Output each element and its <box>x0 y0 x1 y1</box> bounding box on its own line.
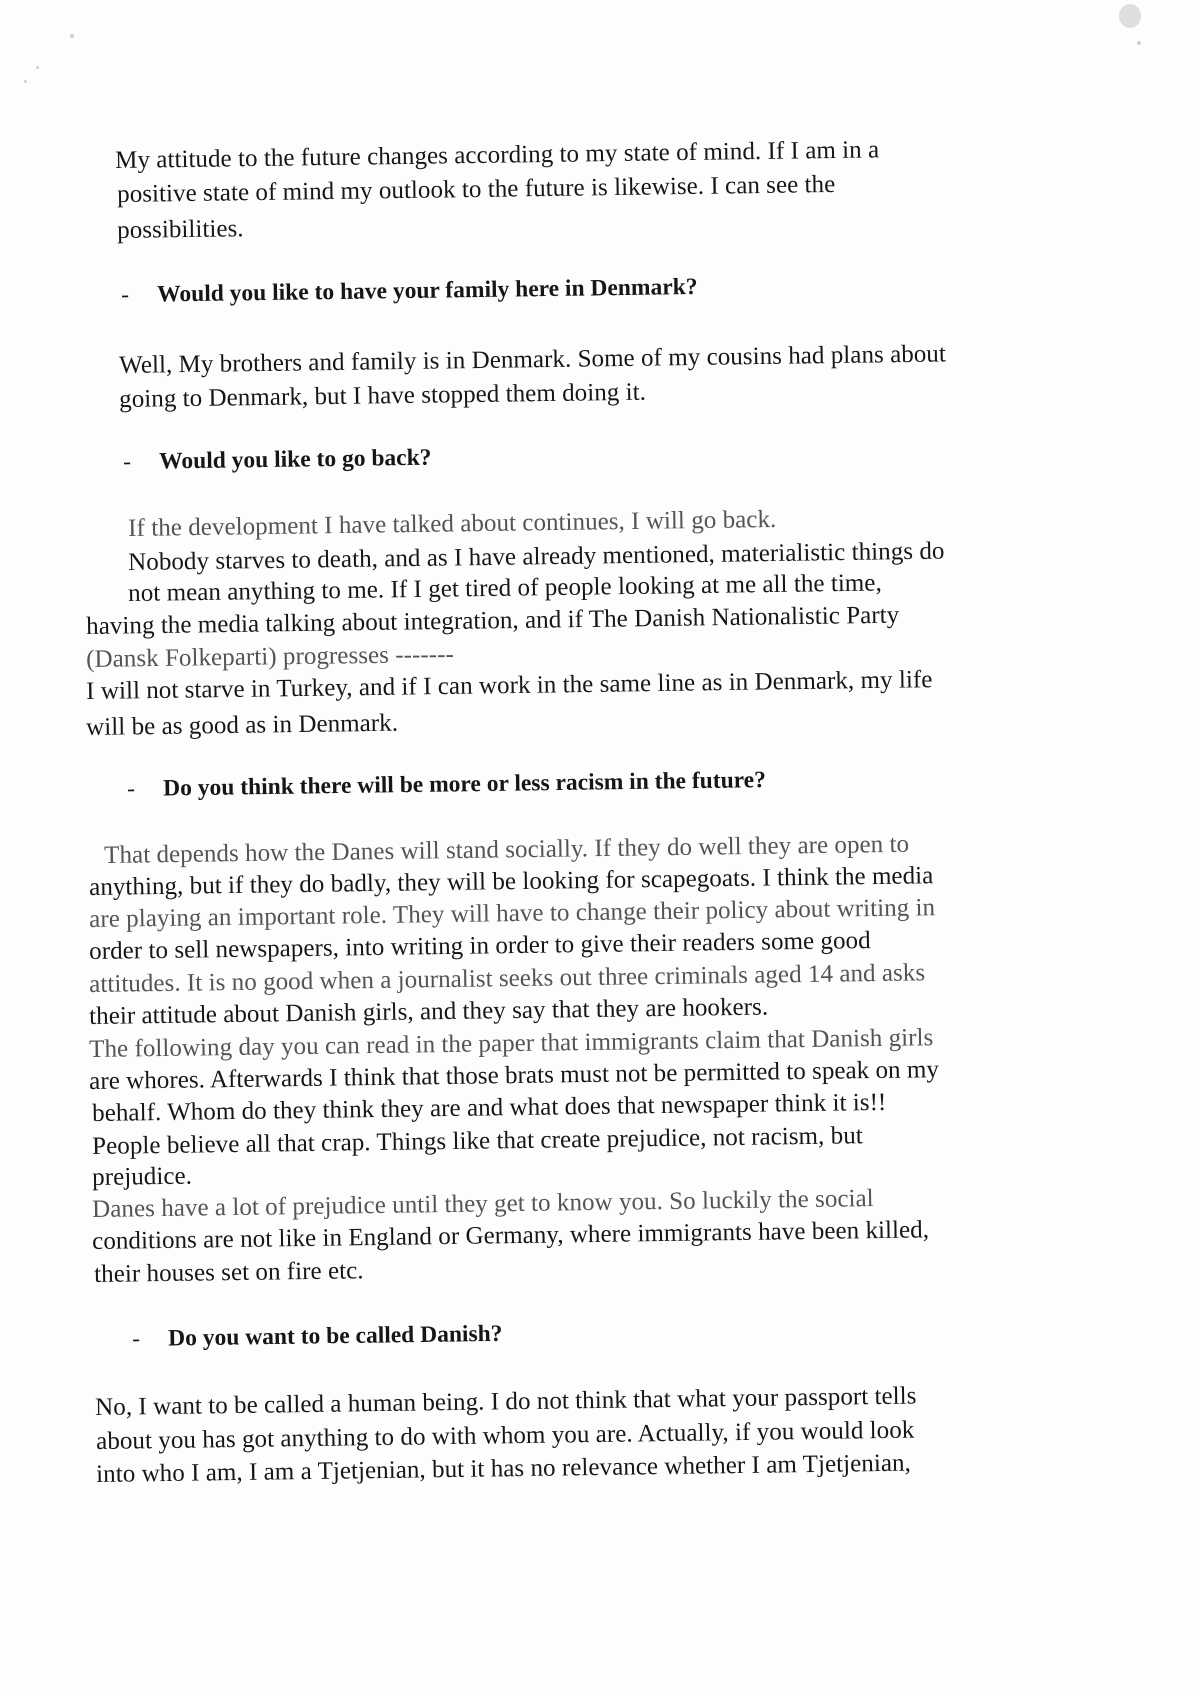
paragraph-racism-line-5: attitudes. It is no good when a journalist seeks out three criminals aged 14 and asks <box>89 959 926 998</box>
paragraph-go-back-line-4: having the media talking about integration, and if The Danish Nationalistic Party <box>86 601 900 640</box>
question-called-danish <box>132 1319 503 1354</box>
question-text: Would you like to have your family here in Denmark? <box>157 273 698 308</box>
paragraph-racism-line-10: People believe all that crap. Things like that create prejudice, not racism, but <box>92 1122 863 1160</box>
question-family-denmark <box>121 272 698 310</box>
paragraph-family-line-2: going to Denmark, but I have stopped them doing it. <box>119 378 647 413</box>
paragraph-racism-line-11: prejudice. <box>92 1162 193 1191</box>
question-text: Do you think there will be more or less racism in the future? <box>163 767 767 802</box>
paragraph-racism-line-1: That depends how the Danes will stand socially. If they do well they are open to <box>104 830 910 869</box>
paragraph-future-line-3: possibilities. <box>117 215 244 244</box>
paragraph-racism-line-2: anything, but if they do badly, they will be looking for scapegoats. I think the media <box>89 862 934 901</box>
paragraph-future-line-2: positive state of mind my outlook to the future is likewise. I can see the <box>117 170 836 208</box>
paragraph-racism-line-9: behalf. Whom do they think they are and what does that newspaper think it is!! <box>92 1088 887 1127</box>
paragraph-go-back-line-5: (Dansk Folkeparti) progresses ------- <box>86 640 455 673</box>
paragraph-racism-line-4: order to sell newspapers, into writing in order to give their readers some good <box>89 927 871 965</box>
paragraph-racism-line-6: their attitude about Danish girls, and they say that they are hookers. <box>89 993 769 1030</box>
question-text: Would you like to go back? <box>159 444 432 475</box>
question-dash: - <box>132 1325 141 1352</box>
question-dash: - <box>123 448 132 475</box>
paragraph-go-back-line-2: Nobody starves to death, and as I have already mentioned, materialistic things do <box>128 537 945 576</box>
scan-speck <box>70 34 74 38</box>
question-racism-future <box>127 765 766 804</box>
scan-speck <box>1119 4 1141 28</box>
paragraph-danish-line-2: about you has got anything to do with whom you are. Actually, if you would look <box>96 1416 915 1455</box>
scan-speck <box>1137 41 1141 45</box>
paragraph-danish-line-1: No, I want to be called a human being. I do not think that what your passport tells <box>95 1382 917 1421</box>
scan-speck <box>36 66 39 69</box>
question-dash: - <box>127 775 136 802</box>
paragraph-racism-line-3: are playing an important role. They will have to change their policy about writing in <box>89 894 936 933</box>
paragraph-racism-line-13: conditions are not like in England or Germany, where immigrants have been killed, <box>92 1216 930 1255</box>
paragraph-racism-line-7: The following day you can read in the paper that immigrants claim that Danish girls <box>89 1024 934 1063</box>
paragraph-family-line-1: Well, My brothers and family is in Denmark. Some of my cousins had plans about <box>119 340 947 379</box>
paragraph-go-back-line-1: If the development I have talked about continues, I will go back. <box>128 505 777 542</box>
paragraph-racism-line-12: Danes have a lot of prejudice until they get to know you. So luckily the social <box>92 1185 874 1223</box>
question-go-back <box>123 443 432 477</box>
paragraph-danish-line-3: into who I am, I am a Tjetjenian, but it has no relevance whether I am Tjetjenian, <box>96 1449 912 1488</box>
paragraph-racism-line-14: their houses set on fire etc. <box>94 1257 364 1288</box>
paragraph-go-back-line-6: I will not starve in Turkey, and if I can work in the same line as in Denmark, my life <box>86 666 933 705</box>
paragraph-go-back-line-7: will be as good as in Denmark. <box>86 709 399 741</box>
paragraph-future-line-1: My attitude to the future changes according to my state of mind. If I am in a <box>115 136 880 174</box>
paragraph-go-back-line-3: not mean anything to me. If I get tired of people looking at me all the time, <box>128 569 882 607</box>
scan-speck <box>24 80 27 83</box>
paragraph-racism-line-8: are whores. Afterwards I think that those brats must not be permitted to speak on my <box>89 1056 940 1095</box>
question-text: Do you want to be called Danish? <box>168 1320 503 1352</box>
question-dash: - <box>121 281 130 308</box>
